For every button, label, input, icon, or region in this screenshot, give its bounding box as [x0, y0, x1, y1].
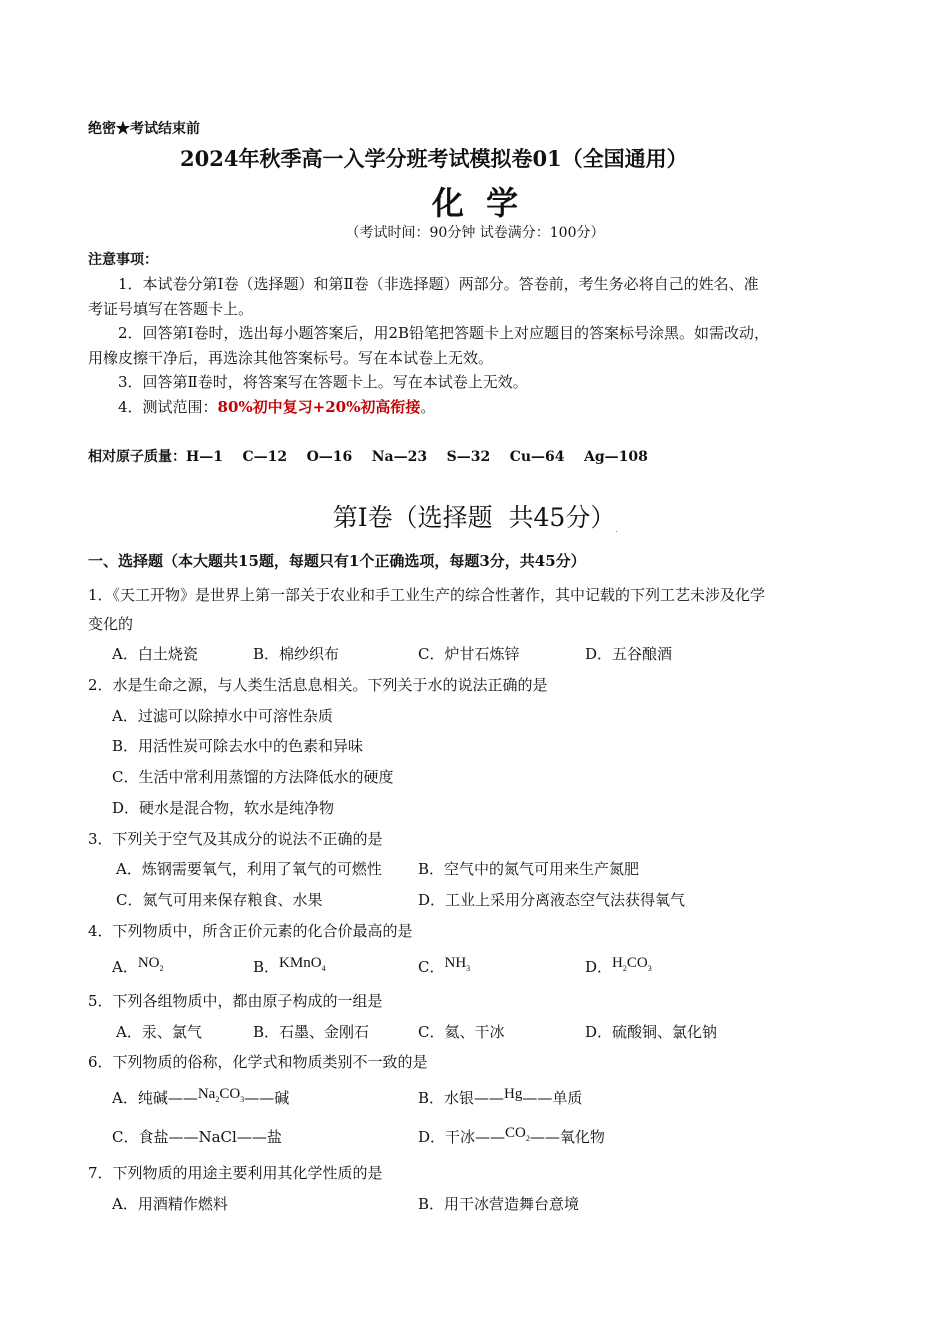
q6-option-d-pre: D．干冰——	[418, 1128, 506, 1146]
section-title-mark: .	[615, 527, 618, 534]
q4-formula-a-sub: 2	[159, 964, 164, 973]
q6-option-a-post: ——碱	[244, 1089, 290, 1107]
q4-formula-b-sub: 4	[321, 964, 326, 973]
q4-formula-d-h: H	[612, 955, 623, 971]
q6-formula-a-na: Na	[197, 1086, 216, 1102]
q1-option-a: A．白土烧瓷	[112, 645, 198, 663]
q4-formula-b-main: KMnO	[279, 955, 322, 971]
q6-formula-a	[198, 1086, 244, 1102]
q5-option-b: B．石墨、金刚石	[253, 1023, 370, 1041]
q4-option-d	[585, 956, 652, 978]
q5-option-a: A．汞、氯气	[116, 1023, 202, 1041]
q3-option-c: C．氮气可用来保存粮食、水果	[116, 891, 323, 909]
q3-option-a: A．炼钢需要氧气，利用了氧气的可燃性	[116, 860, 382, 878]
atomic-masses: 相对原子质量：H—1 C—12 O—16 Na—23 S—32 Cu—64 Ag—108	[88, 449, 648, 465]
q6-option-d	[418, 1126, 605, 1148]
q4-formula-d-sub1: 2	[622, 964, 627, 973]
section-title-text: 第Ⅰ卷（选择题 共45分）	[332, 503, 616, 532]
q4-formula-a-main: NO	[137, 955, 160, 971]
note-3: 3．回答第Ⅱ卷时，将答案写在答题卡上。写在本试卷上无效。	[118, 373, 528, 391]
q5-option-d: D．硫酸铜、氯化钠	[585, 1023, 718, 1041]
q6-formula-a-co: CO	[219, 1086, 241, 1102]
q1-option-d: D．五谷酿酒	[585, 645, 673, 663]
q7-option-b: B．用干冰营造舞台意境	[418, 1195, 580, 1213]
q4-stem: 4．下列物质中，所含正价元素的化合价最高的是	[88, 922, 413, 940]
q6-formula-d-sub: 2	[525, 1134, 530, 1143]
q3-option-d: D．工业上采用分离液态空气法获得氧气	[418, 891, 686, 909]
q6-option-b	[418, 1087, 582, 1108]
note-4-suffix: 。	[420, 398, 436, 416]
q1-option-b: B．棉纱织布	[253, 645, 340, 663]
q6-formula-b: Hg	[504, 1086, 523, 1102]
q6-formula-a-sub2: 3	[240, 1095, 245, 1104]
q6-option-a	[112, 1087, 289, 1109]
q5-option-c: C．氦、干冰	[418, 1023, 505, 1041]
q4-formula-d-co: CO	[626, 955, 648, 971]
note-1-line1: 1．本试卷分第Ⅰ卷（选择题）和第Ⅱ卷（非选择题）两部分。答卷前，考生务必将自己的姓名、准	[118, 275, 759, 293]
q4-formula-b	[279, 955, 326, 971]
confidential-label: 绝密★考试结束前	[88, 121, 200, 137]
q1-stem-line1: 1．《天工开物》是世界上第一部关于农业和手工业生产的综合性著作，其中记载的下列工艺未涉及化学	[88, 586, 766, 604]
note-2-line2: 用橡皮擦干净后，再选涂其他答案标号。写在本试卷上无效。	[88, 349, 494, 367]
q3-stem: 3．下列关于空气及其成分的说法不正确的是	[88, 830, 383, 848]
q4-option-c	[418, 956, 470, 978]
note-2-line1: 2．回答第Ⅰ卷时，选出每小题答案后，用2B铅笔把答题卡上对应题目的答案标号涂黑。如需改动，	[118, 324, 770, 342]
q5-stem: 5．下列各组物质中，都由原子构成的一组是	[88, 992, 383, 1010]
q4-option-d-label: D．	[585, 958, 613, 976]
q4-formula-d-sub2: 3	[647, 964, 652, 973]
q6-option-a-pre: A．纯碱——	[112, 1089, 198, 1107]
q2-option-b: B．用活性炭可除去水中的色素和异味	[112, 737, 364, 755]
q7-option-a: A．用酒精作燃料	[112, 1195, 228, 1213]
exam-info: （考试时间：90分钟 试卷满分：100分）	[345, 225, 605, 241]
q4-formula-c-main: NH	[444, 955, 467, 971]
section-title	[0, 498, 950, 534]
q6-option-b-post: ——单质	[522, 1089, 583, 1107]
q4-option-a	[112, 956, 164, 978]
test-scope: 80%初中复习+20%初高衔接	[217, 398, 421, 416]
q4-option-b-label: B．	[253, 958, 280, 976]
q2-option-c: C．生活中常利用蒸馏的方法降低水的硬度	[112, 768, 394, 786]
q4-formula-c-sub: 3	[466, 964, 471, 973]
q2-stem: 2．水是生命之源，与人类生活息息相关。下列关于水的说法正确的是	[88, 676, 548, 694]
section-heading: 一、选择题（本大题共15题，每题只有1个正确选项，每题3分，共45分）	[88, 552, 586, 570]
q4-option-c-label: C．	[418, 958, 445, 976]
q4-option-b	[253, 956, 326, 978]
q4-formula-c	[444, 955, 470, 971]
q4-formula-d	[612, 955, 652, 971]
q1-option-c: C．炉甘石炼锌	[418, 645, 520, 663]
q2-option-a: A．过滤可以除掉水中可溶性杂质	[112, 707, 333, 725]
q2-option-d: D．硬水是混合物，软水是纯净物	[112, 799, 335, 817]
q6-formula-d	[505, 1125, 530, 1141]
q1-stem-line2: 变化的	[88, 615, 134, 633]
q6-option-c: C．食盐——NaCl——盐	[112, 1128, 282, 1146]
q4-option-a-label: A．	[112, 958, 138, 976]
q6-option-d-post: ——氧化物	[529, 1128, 605, 1146]
exam-title: 2024年秋季高一入学分班考试模拟卷01（全国通用）	[180, 146, 688, 171]
q6-option-b-pre: B．水银——	[418, 1089, 505, 1107]
q6-stem: 6．下列物质的俗称，化学式和物质类别不一致的是	[88, 1053, 428, 1071]
q6-formula-a-sub1: 2	[215, 1095, 220, 1104]
q6-formula-d-co: CO	[505, 1125, 526, 1141]
note-4	[118, 396, 435, 417]
notes-heading: 注意事项：	[88, 252, 158, 268]
note-4-prefix: 4．测试范围：	[118, 398, 218, 416]
q3-option-b: B．空气中的氮气可用来生产氮肥	[418, 860, 640, 878]
note-1-line2: 考证号填写在答题卡上。	[88, 300, 254, 318]
q4-formula-a	[138, 955, 164, 971]
q7-stem: 7．下列物质的用途主要利用其化学性质的是	[88, 1164, 383, 1182]
subject-title: 化 学	[431, 184, 519, 222]
